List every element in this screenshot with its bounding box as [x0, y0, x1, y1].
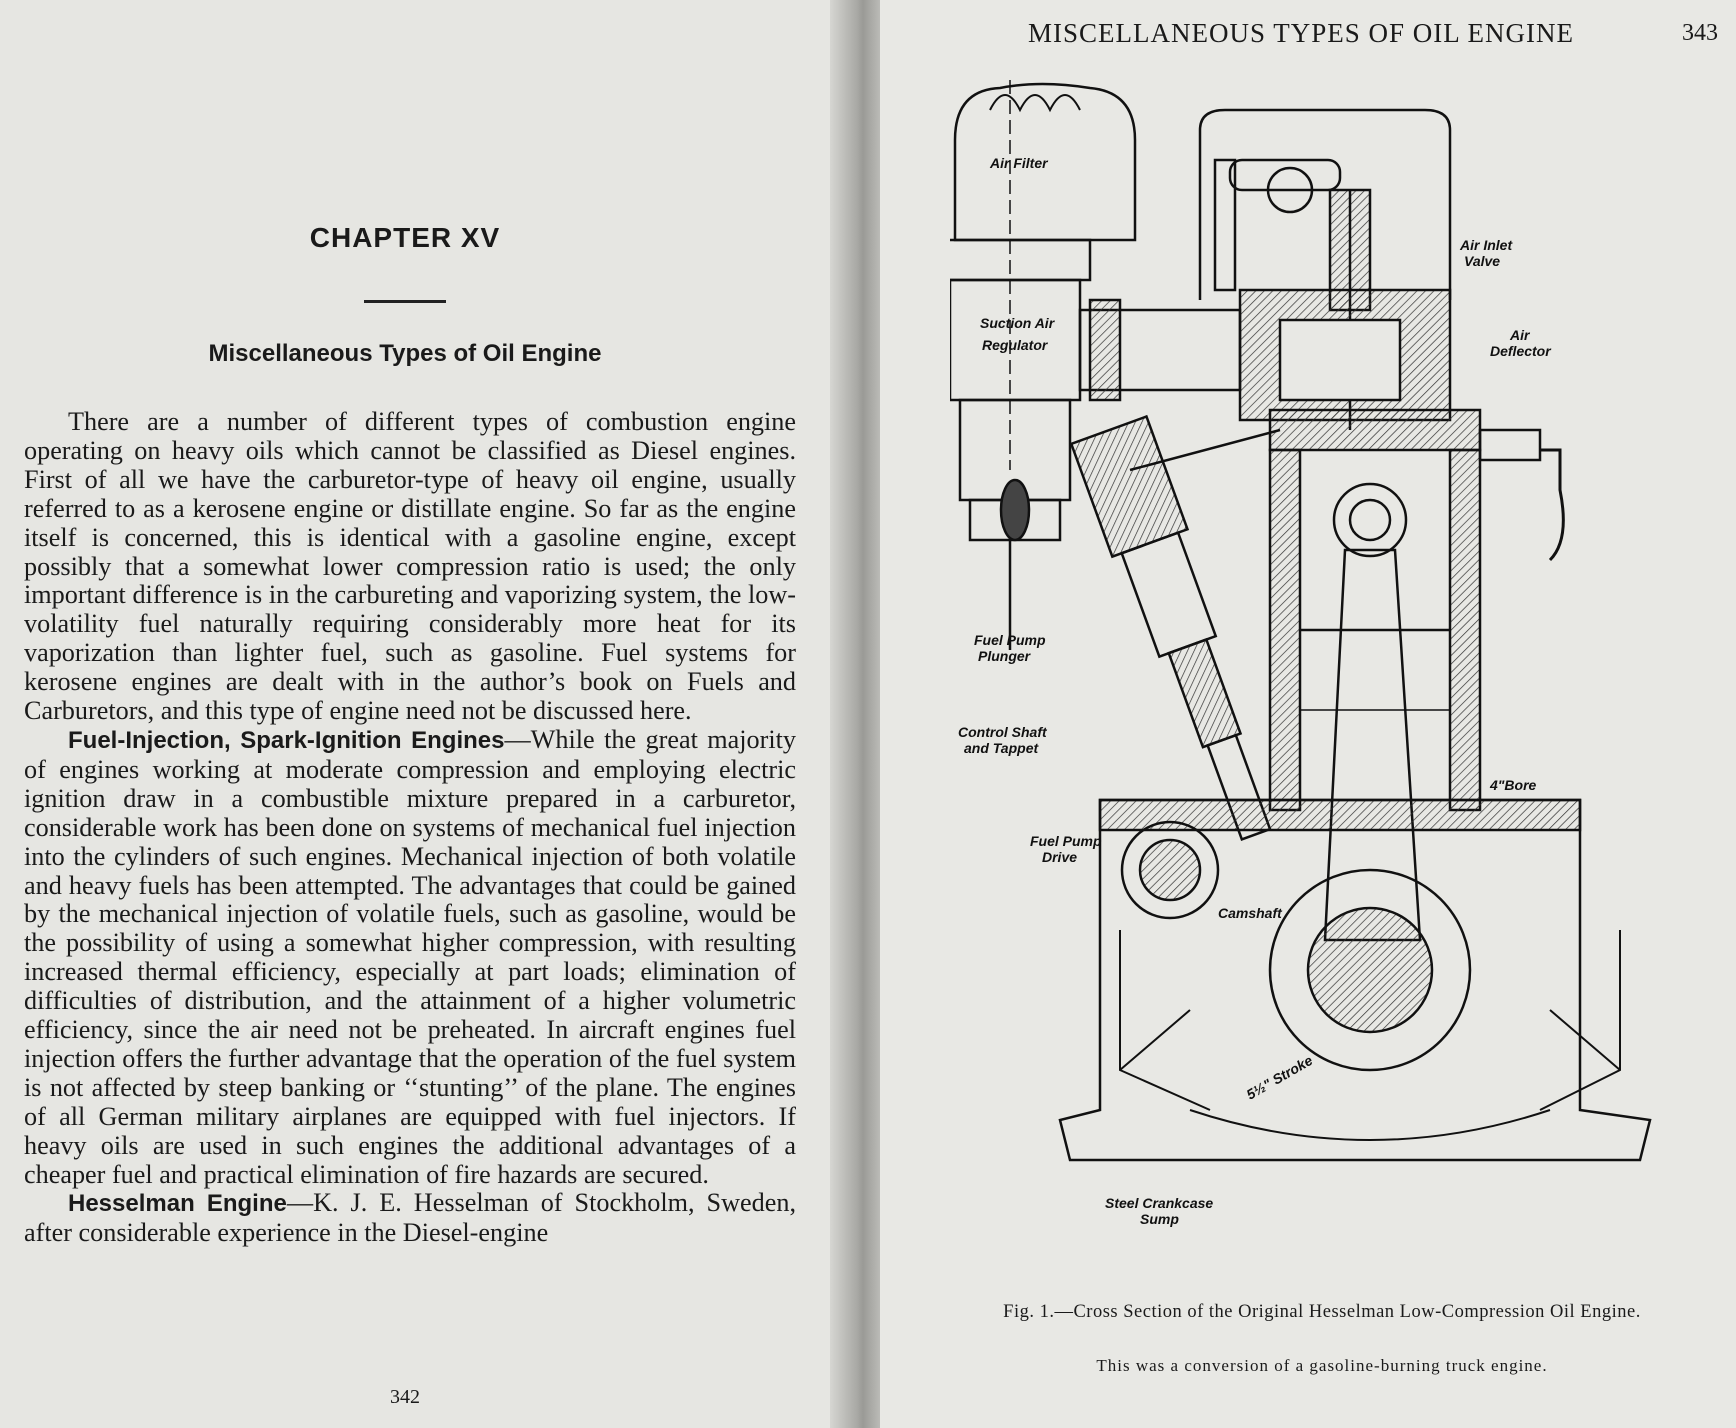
chapter-rule	[364, 300, 446, 303]
running-head: MISCELLANEOUS TYPES OF OIL ENGINE	[1028, 18, 1574, 48]
paragraph-3-heading: Hesselman Engine	[68, 1190, 287, 1218]
paragraph-3	[24, 1189, 796, 1248]
label-air-inlet-1: Air Inlet	[1460, 237, 1513, 253]
paragraph-3-text: —K. J. E. Hesselman of Stockholm, Sweden, after considerable experience in the Diesel-engine	[24, 1188, 796, 1248]
label-sump-1: Steel Crankcase	[1105, 1195, 1214, 1211]
label-air-inlet-2: Valve	[1464, 253, 1501, 269]
page-number-right: 343	[1682, 20, 1718, 46]
left-page	[0, 0, 862, 1428]
label-bore: 4"Bore	[1490, 777, 1537, 793]
paragraph-2-text: —While the great majority of engines working at moderate compression and employing electric ignition draw in a combustible mixture prepared in a carburetor, considerable work has been done on systems of mechanical fuel injection into the cylinders of such engines. Mechanical injection of both volatile and heavy fuels has been attempted. The advantages that could be gained by the mechanical injection of volatile fuels, such as gasoline, would be the possibility of using a somewhat higher compression, with resulting increased thermal efficiency, especially at part loads; elimination of difficulties of distribution, and the attainment of a higher volumetric efficiency, since the air need not be preheated. In aircraft engines fuel injection offers the further advantage that the operation of the fuel system is not affected by steep banking or ‘‘stunting’’ of the plane. The engines of all German military airplanes are equipped with fuel injectors. If heavy oils are used in such engines the additional advantages of a cheaper fuel and practical elimination of fire hazards are secured.	[24, 724, 797, 1189]
paragraph-1: There are a number of different types of combustion engine operating on heavy oils which cannot be classified as Diesel engines. First of all we have the carburetor-type of heavy oil engine, usually referred to as a kerosene engine or distillate engine. So far as the engine itself is concerned, this is identical with a gasoline engine, except possibly that a somewhat lower compression ratio is used; the only important difference is in the carbureting and vaporizing system, the low-volatility fuel naturally requiring considerably more heat for its vaporization than lighter fuel, such as gasoline. Fuel systems for kerosene engines are dealt with in the author’s book on Fuels and Carburetors, and this type of engine need not be discussed here.	[24, 407, 796, 726]
label-air-deflector-1: Air	[1510, 327, 1530, 343]
paragraph-2-heading: Fuel-Injection, Spark-Ignition Engines	[68, 726, 505, 754]
engine-cross-section-figure	[950, 70, 1690, 1290]
label-camshaft: Camshaft	[1218, 905, 1282, 921]
label-fuel-pump-drive-2: Drive	[1042, 849, 1078, 865]
label-control-shaft-1: Control Shaft	[958, 724, 1047, 740]
body-text	[24, 408, 796, 1248]
label-fuel-pump-plunger-2: Plunger	[978, 648, 1031, 664]
label-air-filter: Air Filter	[990, 155, 1048, 171]
label-stroke: 5½" Stroke	[1243, 1051, 1316, 1103]
label-fuel-pump-plunger-1: Fuel Pump	[974, 632, 1046, 648]
label-suction-air-2: Regulator	[982, 337, 1048, 353]
label-suction-air-1: Suction Air	[980, 315, 1055, 331]
label-sump-2: Sump	[1140, 1211, 1179, 1227]
label-control-shaft-2: and Tappet	[964, 740, 1039, 756]
label-air-deflector-2: Deflector	[1490, 343, 1551, 359]
figure-caption-note: This was a conversion of a gasoline-burning truck engine.	[1096, 1356, 1548, 1375]
chapter-heading: CHAPTER XV	[309, 222, 501, 253]
figure-caption: Fig. 1.—Cross Section of the Original Hesselman Low-Compression Oil Engine.	[1003, 1302, 1641, 1322]
label-fuel-pump-drive-1: Fuel Pump	[1030, 833, 1102, 849]
paragraph-2	[24, 726, 796, 1190]
page-number-left: 342	[390, 1386, 420, 1408]
chapter-title: Miscellaneous Types of Oil Engine	[208, 340, 602, 367]
